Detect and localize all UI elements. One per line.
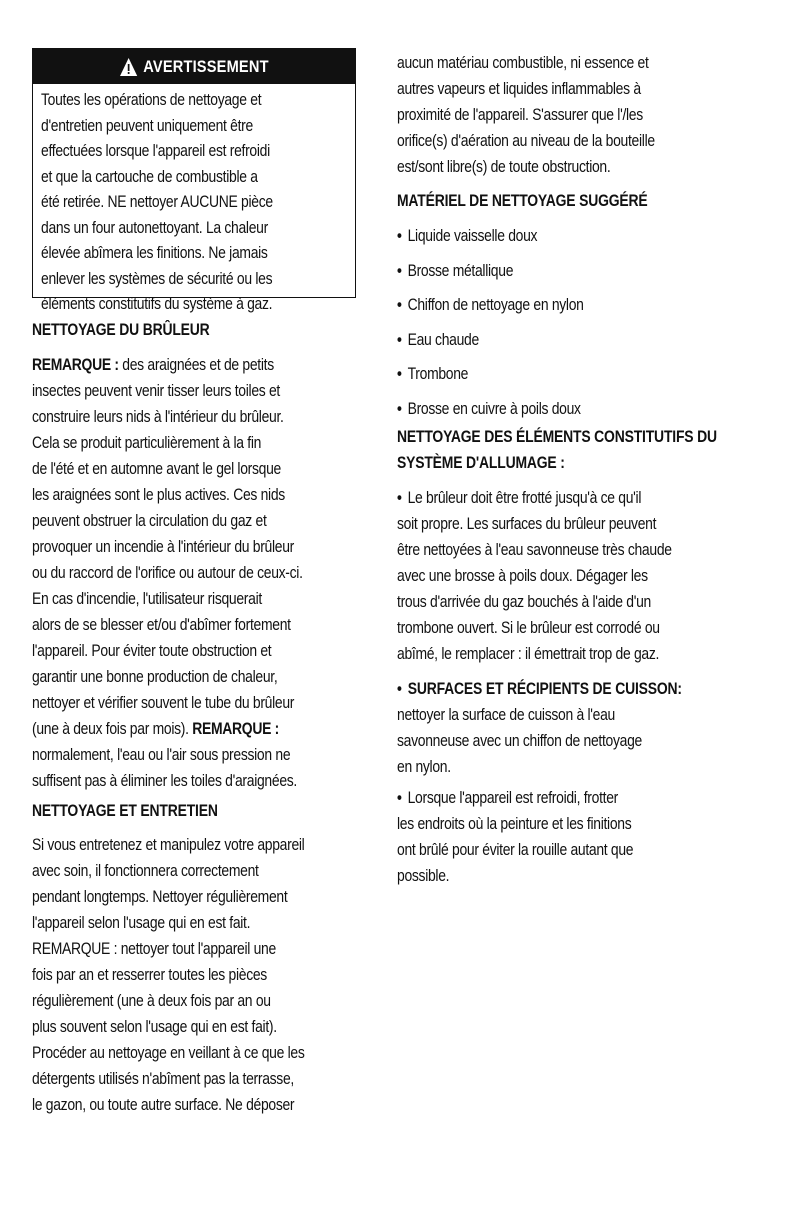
warning-line: élevée abîmera les finitions. Ne jamais — [41, 244, 268, 262]
rust-line: possible. — [397, 867, 450, 885]
list-item: • Trombone — [397, 361, 774, 387]
continuation-line: aucun matériau combustible, ni essence et — [397, 54, 649, 72]
rust-line: ont brûlé pour éviter la rouille autant que — [397, 841, 634, 859]
rust-section — [397, 785, 775, 889]
remark-line: ou du raccord de l'orifice ou autour de ceux-ci. — [32, 564, 303, 582]
materials-heading: MATÉRIEL DE NETTOYAGE SUGGÉRÉ — [397, 192, 648, 210]
materials-list — [397, 223, 775, 422]
remark-line: insectes peuvent venir tisser leurs toiles et — [32, 382, 280, 400]
remark-line: nettoyer et vérifier souvent le tube du brûleur — [32, 694, 295, 712]
remark-line: peuvent obstruer la circulation du gaz et — [32, 512, 267, 530]
remark-text: (une à deux fois par mois). — [32, 720, 193, 738]
ignition-line: être nettoyées à l'eau savonneuse très chaude — [397, 541, 672, 559]
maintenance-heading: NETTOYAGE ET ENTRETIEN — [32, 802, 218, 820]
warning-title: AVERTISSEMENT — [143, 56, 269, 76]
surfaces-heading: • SURFACES ET RÉCIPIENTS DE CUISSON: — [397, 676, 774, 702]
surfaces-line: nettoyer la surface de cuisson à l'eau — [397, 706, 615, 724]
list-item: • Brosse métallique — [397, 258, 774, 284]
maintenance-line: l'appareil selon l'usage qui en est fait. — [32, 914, 251, 932]
continuation-line: autres vapeurs et liquides inflammables à — [397, 80, 641, 98]
remark-line: alors de se blesser et/ou d'abîmer fortement — [32, 616, 291, 634]
maintenance-line: Procéder au nettoyage en veillant à ce que les — [32, 1044, 305, 1062]
maintenance-line: fois par an et resserrer toutes les pièces — [32, 966, 267, 984]
remark-line: Cela se produit particulièrement à la fin — [32, 434, 262, 452]
continuation-line: orifice(s) d'aération au niveau de la bouteille — [397, 132, 655, 150]
ignition-line: • Le brûleur doit être frotté jusqu'à ce qu'il — [397, 485, 774, 511]
remark-text: des araignées et de petits — [118, 356, 274, 374]
warning-body — [33, 84, 355, 318]
surfaces-line: en nylon. — [397, 758, 451, 776]
warning-line: enlever les systèmes de sécurité ou les — [41, 269, 273, 288]
surfaces-line: savonneuse avec un chiffon de nettoyage — [397, 732, 642, 750]
maintenance-section — [32, 798, 377, 1118]
warning-line: éléments constitutifs du système à gaz. — [41, 295, 273, 313]
remark2-line: suffisent pas à éliminer les toiles d'araignées. — [32, 772, 297, 790]
remark-line: l'appareil. Pour éviter toute obstruction et — [32, 642, 272, 660]
list-item: • Brosse en cuivre à poils doux — [397, 396, 774, 422]
warning-line: dans un four autonettoyant. La chaleur — [41, 218, 268, 237]
remark-line: garantir une bonne production de chaleur, — [32, 668, 278, 686]
continuation-section — [397, 50, 775, 180]
ignition-line: trombone ouvert. Si le brûleur est corrodé ou — [397, 619, 660, 637]
maintenance-line: régulièrement (une à deux fois par an ou — [32, 992, 271, 1010]
warning-line: été retirée. NE nettoyer AUCUNE pièce — [41, 193, 273, 211]
maintenance-line: avec soin, il fonctionnera correctement — [32, 862, 259, 880]
maintenance-line: détergents utilisés n'abîment pas la terrasse, — [32, 1070, 294, 1088]
burner-section — [32, 317, 377, 794]
ignition-heading-line: NETTOYAGE DES ÉLÉMENTS CONSTITUTIFS DU — [397, 428, 717, 446]
remark-line: construire leurs nids à l'intérieur du brûleur. — [32, 408, 284, 426]
remark-line: provoquer un incendie à l'intérieur du brûleur — [32, 538, 295, 556]
ignition-line: abîmé, le remplacer : il émettrait trop de gaz. — [397, 645, 660, 663]
continuation-line: est/sont libre(s) de toute obstruction. — [397, 158, 611, 176]
remark-line: de l'été et en automne avant le gel lorsque — [32, 460, 281, 478]
materials-section — [397, 188, 775, 422]
maintenance-line: le gazon, ou toute autre surface. Ne déposer — [32, 1096, 295, 1114]
list-item: • Liquide vaisselle doux — [397, 223, 774, 249]
remark-line: En cas d'incendie, l'utilisateur risquerait — [32, 590, 262, 608]
maintenance-line: REMARQUE : nettoyer tout l'appareil une — [32, 940, 276, 958]
rust-line: • Lorsque l'appareil est refroidi, frotter — [397, 785, 774, 811]
remark-line: les araignées sont le plus actives. Ces nids — [32, 486, 285, 504]
warning-triangle-icon — [119, 57, 138, 77]
maintenance-line: pendant longtemps. Nettoyer régulièrement — [32, 888, 288, 906]
remark2-line: normalement, l'eau ou l'air sous pression ne — [32, 746, 291, 764]
ignition-line: soit propre. Les surfaces du brûleur peuvent — [397, 515, 657, 533]
maintenance-line: plus souvent selon l'usage qui en est fait). — [32, 1018, 277, 1036]
ignition-heading-line: SYSTÈME D'ALLUMAGE : — [397, 454, 565, 472]
rust-line: les endroits où la peinture et les finitions — [397, 815, 632, 833]
warning-line: et que la cartouche de combustible a — [41, 167, 258, 186]
remark-line — [32, 716, 376, 742]
remark-line — [32, 352, 376, 378]
warning-line: Toutes les opérations de nettoyage et — [41, 91, 262, 109]
ignition-line: trous d'arrivée du gaz bouchés à l'aide d'un — [397, 593, 651, 611]
remark-label: REMARQUE : — [32, 356, 119, 374]
warning-line: d'entretien peuvent uniquement être — [41, 116, 253, 135]
warning-box — [32, 48, 356, 313]
burner-heading: NETTOYAGE DU BRÛLEUR — [32, 321, 210, 339]
remark2-label: REMARQUE : — [192, 720, 279, 738]
continuation-line: proximité de l'appareil. S'assurer que l'/les — [397, 106, 643, 124]
list-item: • Eau chaude — [397, 327, 774, 353]
ignition-section — [397, 424, 775, 667]
maintenance-line: Si vous entretenez et manipulez votre appareil — [32, 836, 305, 854]
warning-header — [33, 49, 355, 84]
surfaces-section — [397, 676, 775, 780]
ignition-line: avec une brosse à poils doux. Dégager les — [397, 567, 648, 585]
warning-line: effectuées lorsque l'appareil est refroidi — [41, 142, 270, 160]
list-item: • Chiffon de nettoyage en nylon — [397, 292, 774, 318]
